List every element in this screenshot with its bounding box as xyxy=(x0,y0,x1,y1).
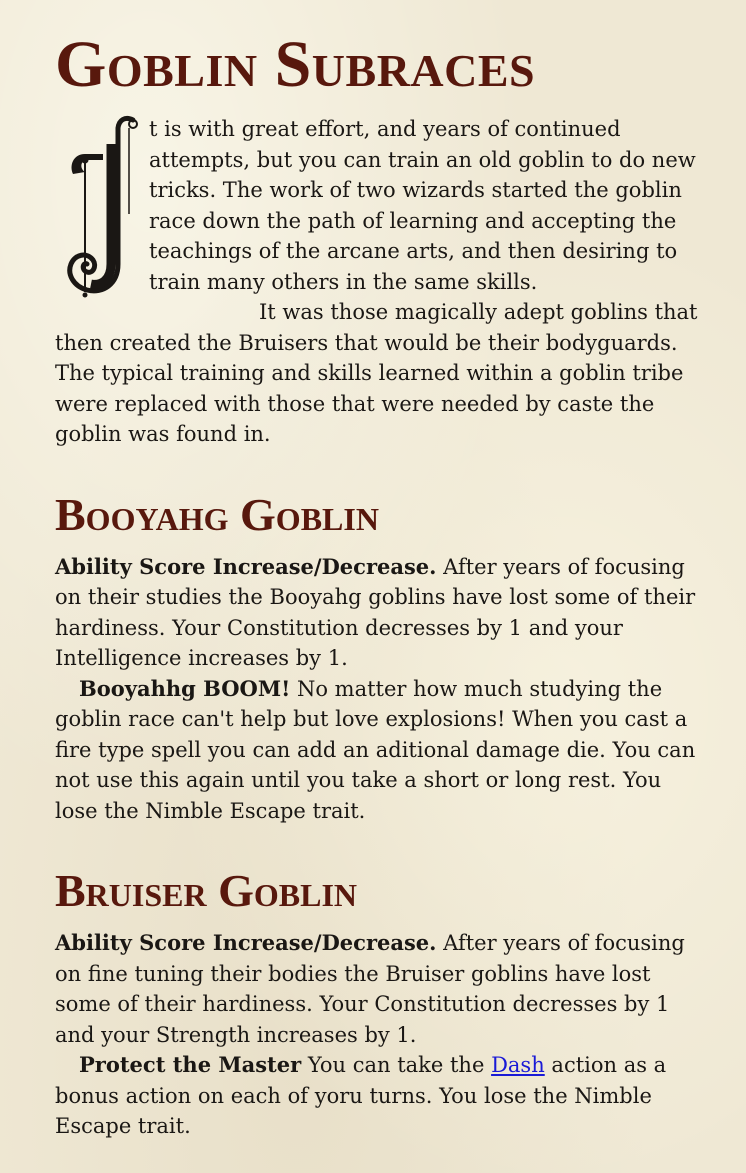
intro-paragraph-1: t is with great effort, and years of continued attempts, but you can train an old goblin to do new tricks. The work of two wizards started the goblin race down the path of learning and accepting the teachings of the arcane arts, and then desiring to train many others in the same skills. xyxy=(149,117,696,294)
intro-block xyxy=(55,114,706,450)
dash-action-link[interactable]: Dash xyxy=(491,1053,545,1077)
trait-text: No matter how much studying the goblin race can't help but love explosions! When you cast a fire type spell you can add an aditional damage die. You can not use this again until you take a short or long rest. You lose the Nimble Escape trait. xyxy=(55,676,696,823)
bruiser-trait-ability-score xyxy=(55,928,706,1050)
dropcap-glyph xyxy=(63,114,141,298)
page-title: Goblin Subraces xyxy=(55,28,536,101)
trait-text: action as a bonus action on each of yoru turns. You lose the Nimble Escape trait. xyxy=(55,1053,667,1138)
booyahg-trait-ability-score xyxy=(55,552,706,674)
section-heading-booyahg: Booyahg Goblin xyxy=(55,488,379,540)
trait-text: After years of focusing on fine tuning their bodies the Bruiser goblins have lost some of their hardiness. Your Constitution decresses by 1 and your Strength increases by 1. xyxy=(55,931,685,1047)
trait-name: Booyahhg BOOM! xyxy=(79,675,291,701)
trait-name: Ability Score Increase/Decrease. xyxy=(55,553,437,579)
trait-name: Protect the Master xyxy=(79,1052,302,1077)
intro-paragraph-2: It was those magically adept goblins that then created the Bruisers that would be their bodyguards. The typical training and skills learned within a goblin tribe were replaced with those that were needed by caste the goblin was found in. xyxy=(55,300,698,446)
section-heading-bruiser: Bruiser Goblin xyxy=(55,865,358,916)
booyahg-trait-boom xyxy=(55,674,706,827)
trait-text: You can take the xyxy=(301,1053,492,1077)
bruiser-trait-protect-master xyxy=(55,1050,706,1142)
trait-name: Ability Score Increase/Decrease. xyxy=(55,930,437,955)
dropcap-letter-i xyxy=(63,114,141,298)
trait-text: After years of focusing on their studies the Booyahg goblins have lost some of their hardiness. Your Constitution decresses by 1 and your Intelligence increases by 1. xyxy=(55,554,696,670)
